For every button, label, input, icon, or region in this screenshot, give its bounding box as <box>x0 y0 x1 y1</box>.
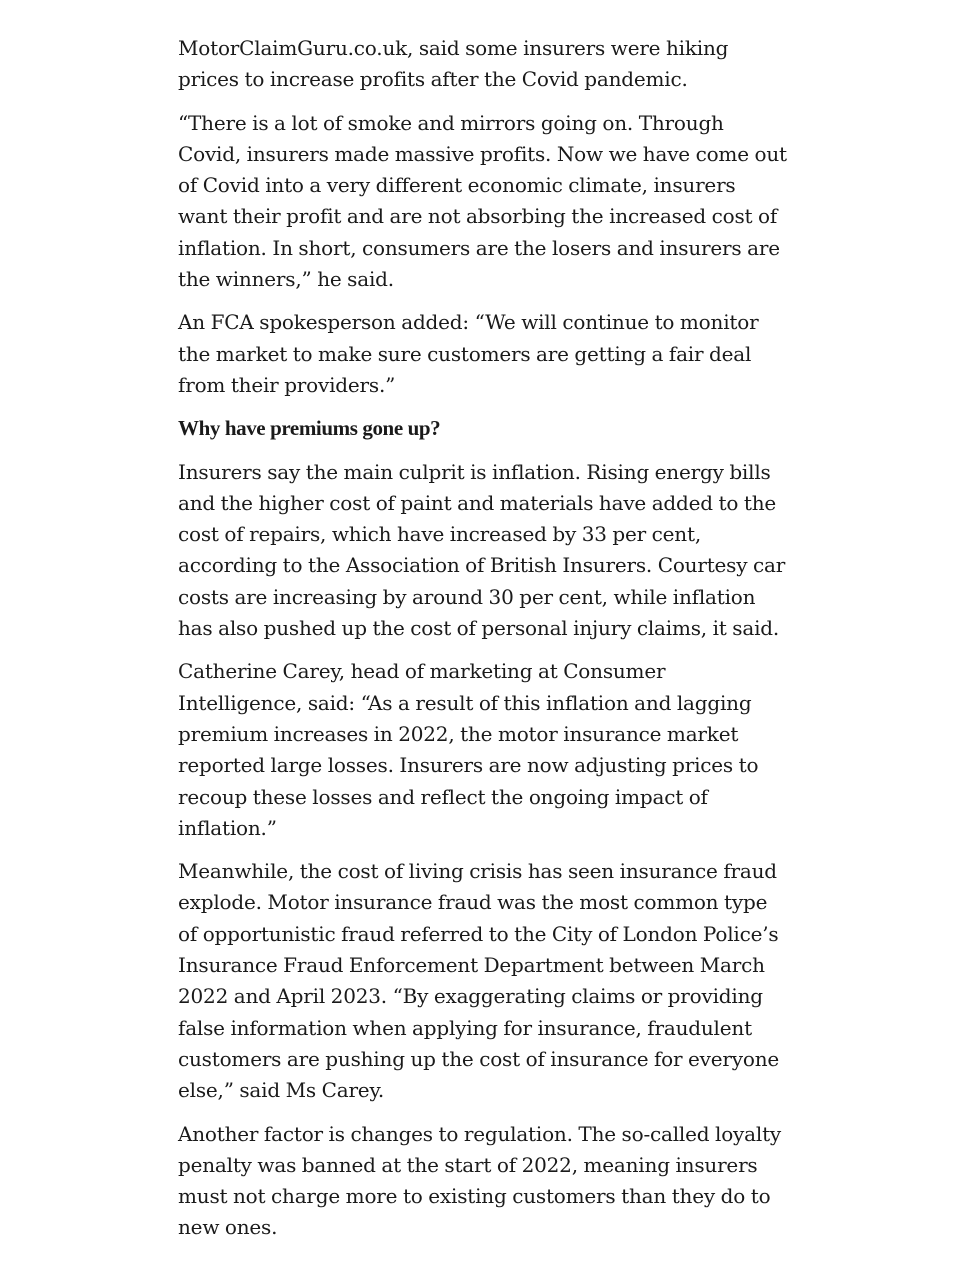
article-paragraph-fca-statement: An FCA spokesperson added: “We will continue to monitor the market to make sure customers are getting a fair deal from their providers.” <box>178 310 759 397</box>
article-paragraph-smoke-and-mirrors-quote: “There is a lot of smoke and mirrors going on. Through Covid, insurers made massive profits. Now we have come out of Covid into a very different economic climate, insurers want their profit and are not absorbing the increased cost of inflation. In short, consumers are the losers and insurers are the winners,” he said. <box>178 110 787 292</box>
article-paragraph-inflation-causes: Insurers say the main culprit is inflation. Rising energy bills and the higher cost of paint and materials have added to the cost of repairs, which have increased by 33 per cent, according to the Association of British Insurers. Courtesy car costs are increasing by around 30 per cent, while inflation has also pushed up the cost of personal injury claims, it said. <box>178 459 786 641</box>
article-body <box>178 33 790 1256</box>
section-heading: Why have premiums gone up? <box>178 416 441 441</box>
article-paragraph-motorclaimguru-quote-intro: MotorClaimGuru.co.uk, said some insurers were hiking prices to increase profits after the Covid pandemic. <box>178 36 729 92</box>
article-paragraph-catherine-carey-quote: Catherine Carey, head of marketing at Consumer Intelligence, said: “As a result of this inflation and lagging premium increases in 2022, the motor insurance market reported large losses. Insurers are now adjusting prices to recoup these losses and reflect the ongoing impact of inflation.” <box>178 659 759 840</box>
article-paragraph-regulation-changes: Another factor is changes to regulation. The so-called loyalty penalty was banned at the start of 2022, meaning insurers must not charge more to existing customers than they do to new ones. <box>178 1121 782 1240</box>
article-paragraph-insurance-fraud: Meanwhile, the cost of living crisis has seen insurance fraud explode. Motor insurance fraud was the most common type of opportunistic fraud referred to the City of London Police’s Insurance Fraud Enforcement Department between March 2022 and April 2023. “By exaggerating claims or providing false information when applying for insurance, fraudulent customers are pushing up the cost of insurance for everyone else,” said Ms Carey. <box>178 859 780 1103</box>
